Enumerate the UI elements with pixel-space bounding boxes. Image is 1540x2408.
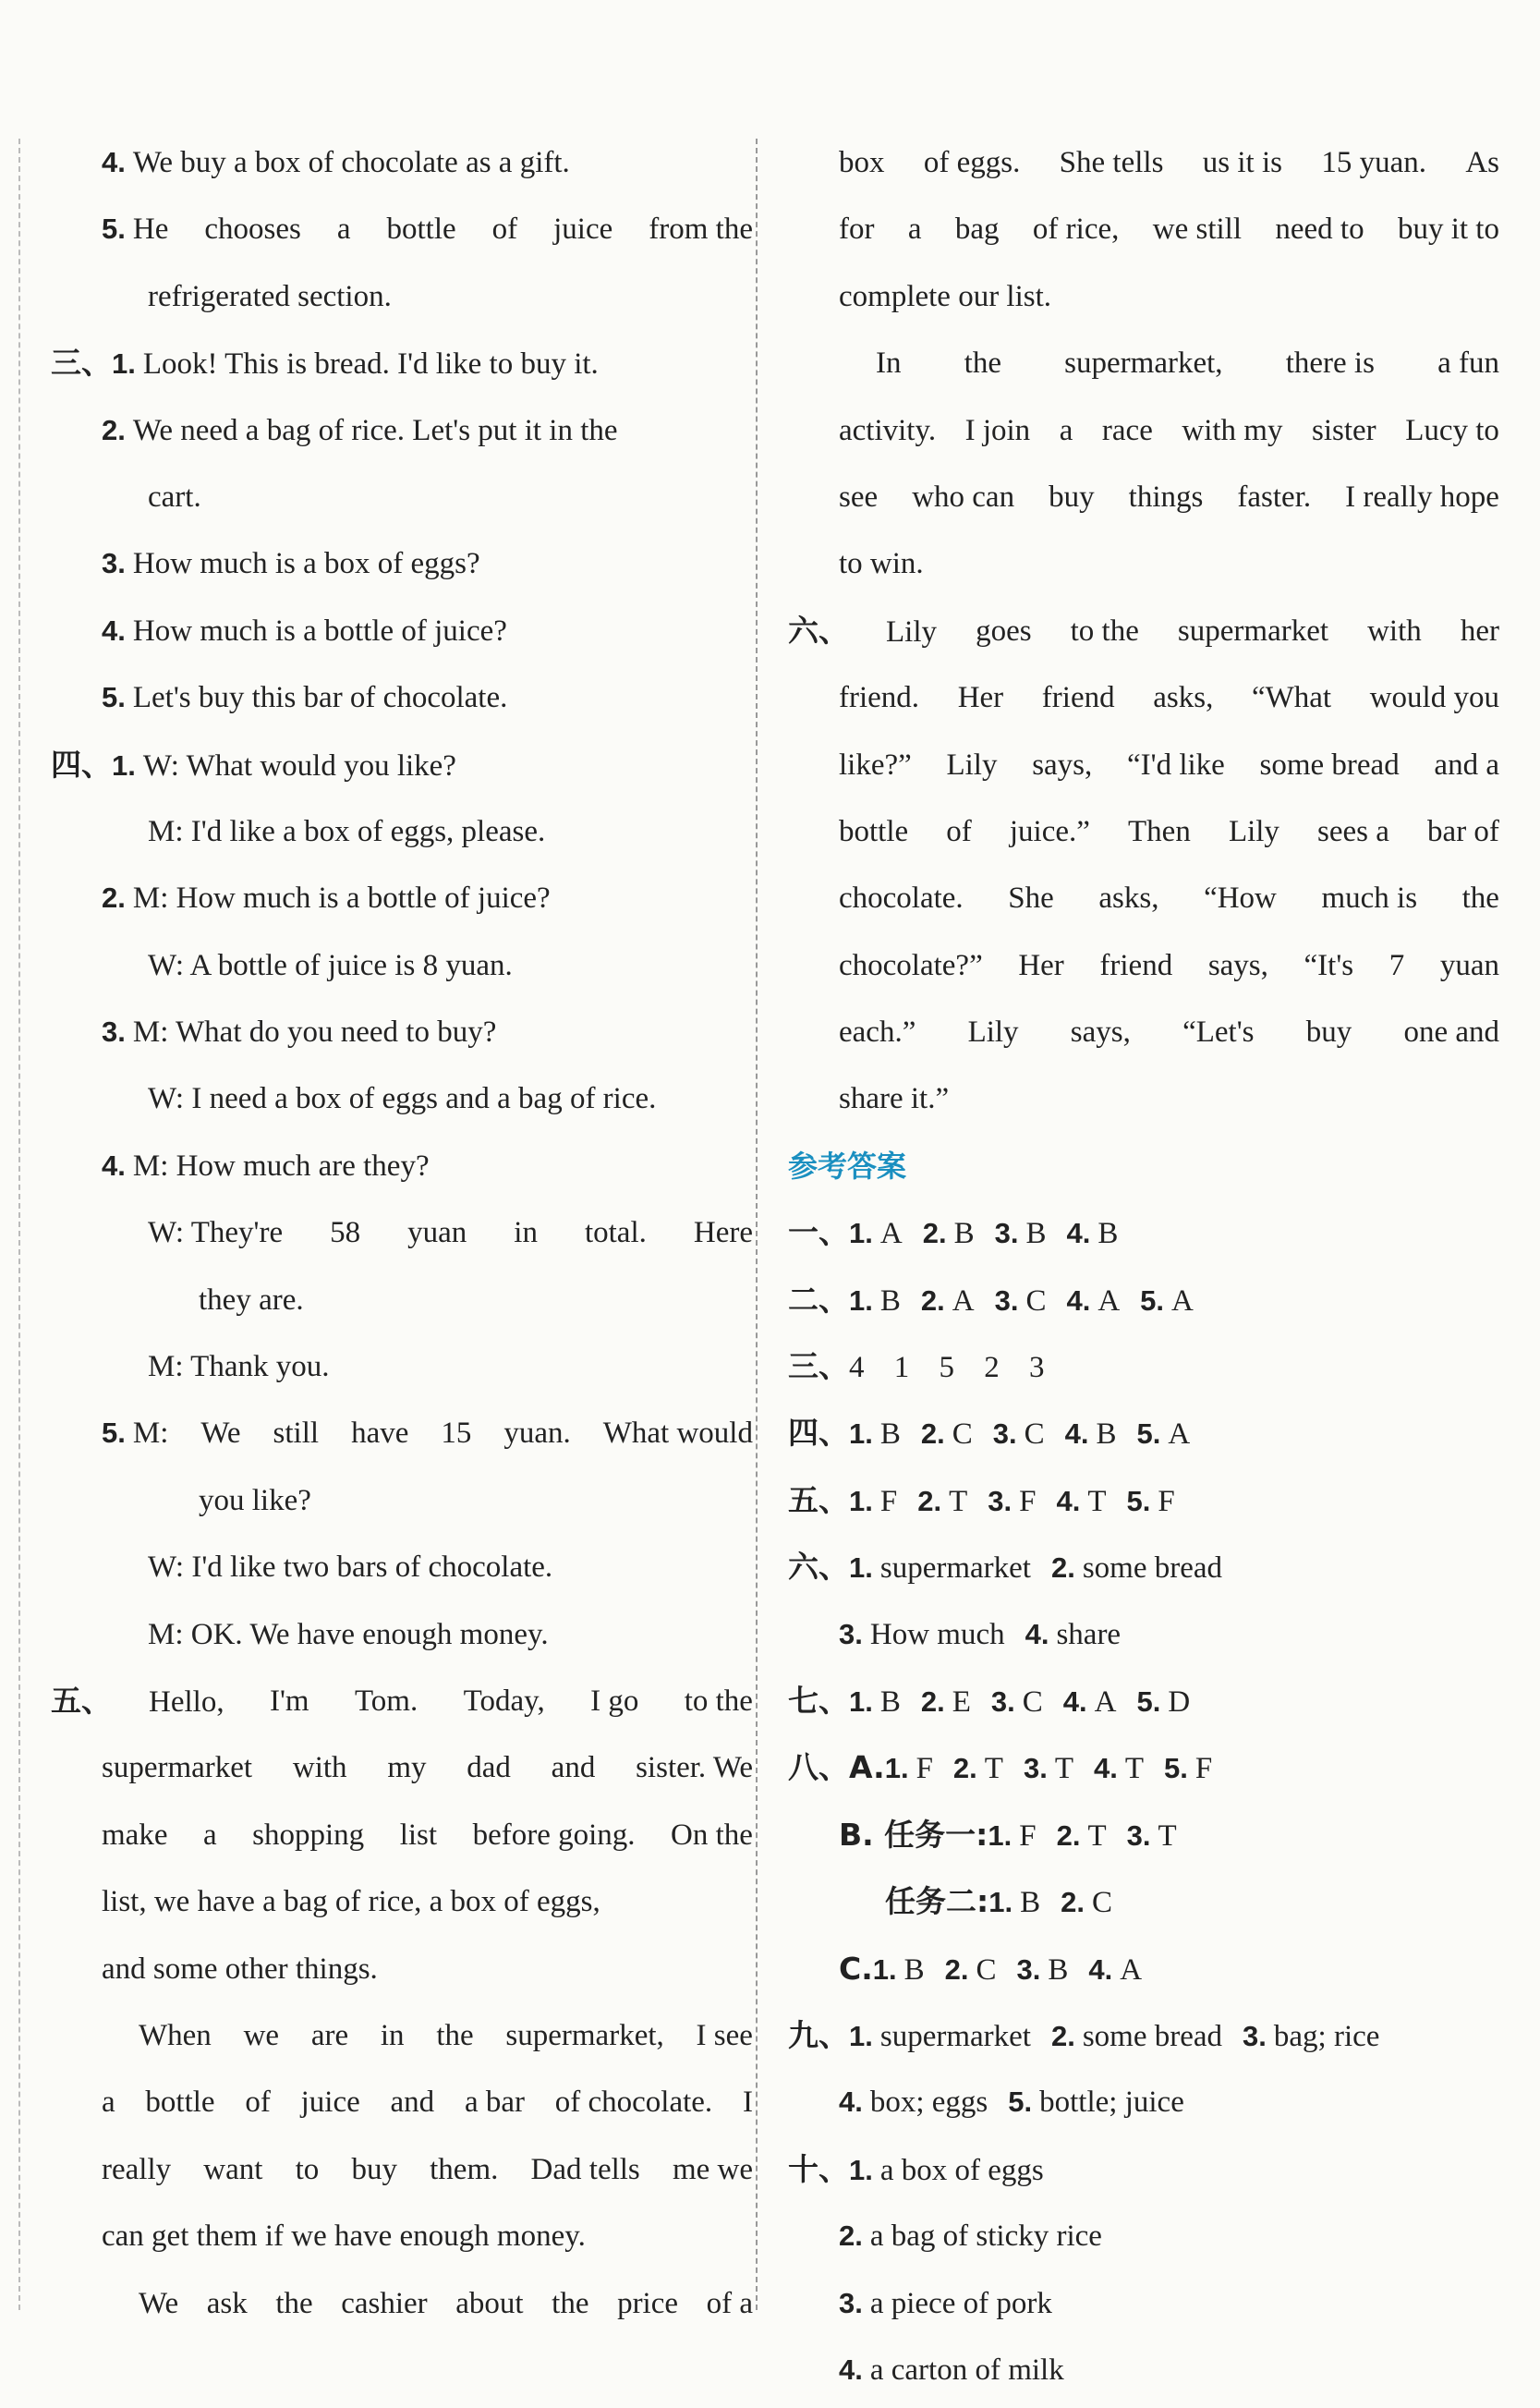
answer-row: 四、1. B 2. C 3. C 4. B 5. A <box>788 1415 1191 1452</box>
line: can get them if we have enough money. <box>102 2219 586 2254</box>
line: really want to buy them. Dad tells me we <box>102 2152 753 2186</box>
answer-row: 七、1. B 2. E 3. C 4. A 5. D <box>788 1682 1191 1719</box>
line: 五、 Hello, I'm Tom. Today, I go to the <box>51 1682 753 1719</box>
column-divider <box>756 139 758 2310</box>
answer-row: 八、A.1. F 2. T 3. T 4. T 5. F <box>788 1749 1213 1786</box>
line: 4. How much is a bottle of juice? <box>102 614 507 648</box>
line: In the supermarket, there is a fun <box>876 347 1499 381</box>
line: friend. Her friend asks, “What would you <box>839 681 1499 715</box>
line: 四、1. W: What would you like? <box>51 746 456 783</box>
line: M: Thank you. <box>148 1350 330 1384</box>
line: M: I'd like a box of eggs, please. <box>148 814 546 848</box>
line: 六、 Lily goes to the supermarket with her <box>788 612 1499 649</box>
line: W: I need a box of eggs and a bag of rice. <box>148 1082 657 1116</box>
line: they are. <box>199 1283 304 1317</box>
line: refrigerated section. <box>148 279 392 313</box>
line: 4. M: How much are they? <box>102 1149 430 1183</box>
line: 5. He chooses a bottle of juice from the <box>102 213 753 247</box>
line: a bottle of juice and a bar of chocolate. I <box>102 2086 753 2120</box>
left-column <box>51 129 753 2337</box>
answer-row: 二、1. B 2. A 3. C 4. A 5. A <box>788 1281 1194 1318</box>
line: W: They're 58 yuan in total. Here <box>148 1216 753 1250</box>
line: cart. <box>148 480 201 514</box>
line: list, we have a bag of rice, a box of eggs, <box>102 1885 600 1919</box>
answer-row: 任务二:1. B 2. C <box>885 1883 1112 1920</box>
edge-line <box>18 139 20 2310</box>
answer-row: 三、4 1 5 2 3 <box>788 1348 1045 1385</box>
line: M: OK. We have enough money. <box>148 1617 549 1651</box>
line: activity. I join a race with my sister Lucy to <box>839 413 1499 447</box>
line: 三、1. Look! This is bread. I'd like to buy it. <box>51 345 599 382</box>
answer-row: B. 任务一:1. F 2. T 3. T <box>839 1816 1177 1853</box>
line: for a bag of rice, we still need to buy it to <box>839 213 1499 247</box>
answer-row: 一、1. A 2. B 3. B 4. B <box>788 1214 1119 1251</box>
line: 4. We buy a box of chocolate as a gift. <box>102 146 570 179</box>
line: and some other things. <box>102 1952 378 1986</box>
answer-row: 3. How much 4. share <box>839 1617 1122 1651</box>
line: bottle of juice.” Then Lily sees a bar of <box>839 814 1499 848</box>
line: to win. <box>839 547 924 581</box>
line: you like? <box>199 1483 311 1517</box>
line: 3. M: What do you need to buy? <box>102 1015 497 1050</box>
line: 2. We need a bag of rice. Let's put it in the <box>102 413 618 447</box>
line: share it.” <box>839 1082 950 1116</box>
answer-row: 六、1. supermarket 2. some bread <box>788 1549 1223 1586</box>
line: 3. How much is a box of eggs? <box>102 547 480 581</box>
line: We ask the cashier about the price of a <box>139 2286 753 2320</box>
line: box of eggs. She tells us it is 15 yuan. As <box>839 146 1499 179</box>
line: complete our list. <box>839 279 1052 313</box>
right-column <box>788 129 1499 2403</box>
line: chocolate?” Her friend says, “It's 7 yuan <box>839 948 1499 982</box>
line: W: A bottle of juice is 8 yuan. <box>148 948 513 982</box>
line: supermarket with my dad and sister. We <box>102 1751 753 1785</box>
line: When we are in the supermarket, I see <box>139 2018 753 2052</box>
answer-row: C.1. B 2. C 3. B 4. A <box>839 1950 1143 1987</box>
line: chocolate. She asks, “How much is the <box>839 882 1499 916</box>
line: 5. M: We still have 15 yuan. What would <box>102 1417 753 1451</box>
answer-row: 2. a bag of sticky rice <box>839 2219 1102 2254</box>
line: W: I'd like two bars of chocolate. <box>148 1551 553 1585</box>
line: see who can buy things faster. I really hope <box>839 480 1499 514</box>
answer-row: 十、1. a box of eggs <box>788 2150 1044 2187</box>
line: like?” Lily says, “I'd like some bread and a <box>839 748 1499 782</box>
answer-row: 九、1. supermarket 2. some bread 3. bag; rice <box>788 2016 1380 2053</box>
answer-key-heading: 参考答案 <box>788 1148 907 1184</box>
answer-row: 4. box; eggs 5. bottle; juice <box>839 2086 1184 2120</box>
line: 5. Let's buy this bar of chocolate. <box>102 681 508 715</box>
answer-row: 五、1. F 2. T 3. F 4. T 5. F <box>788 1481 1175 1518</box>
answer-row: 3. a piece of pork <box>839 2286 1052 2320</box>
answer-row: 4. a carton of milk <box>839 2353 1064 2387</box>
line: 2. M: How much is a bottle of juice? <box>102 882 551 916</box>
line: each.” Lily says, “Let's buy one and <box>839 1015 1499 1050</box>
line: make a shopping list before going. On the <box>102 1818 753 1852</box>
